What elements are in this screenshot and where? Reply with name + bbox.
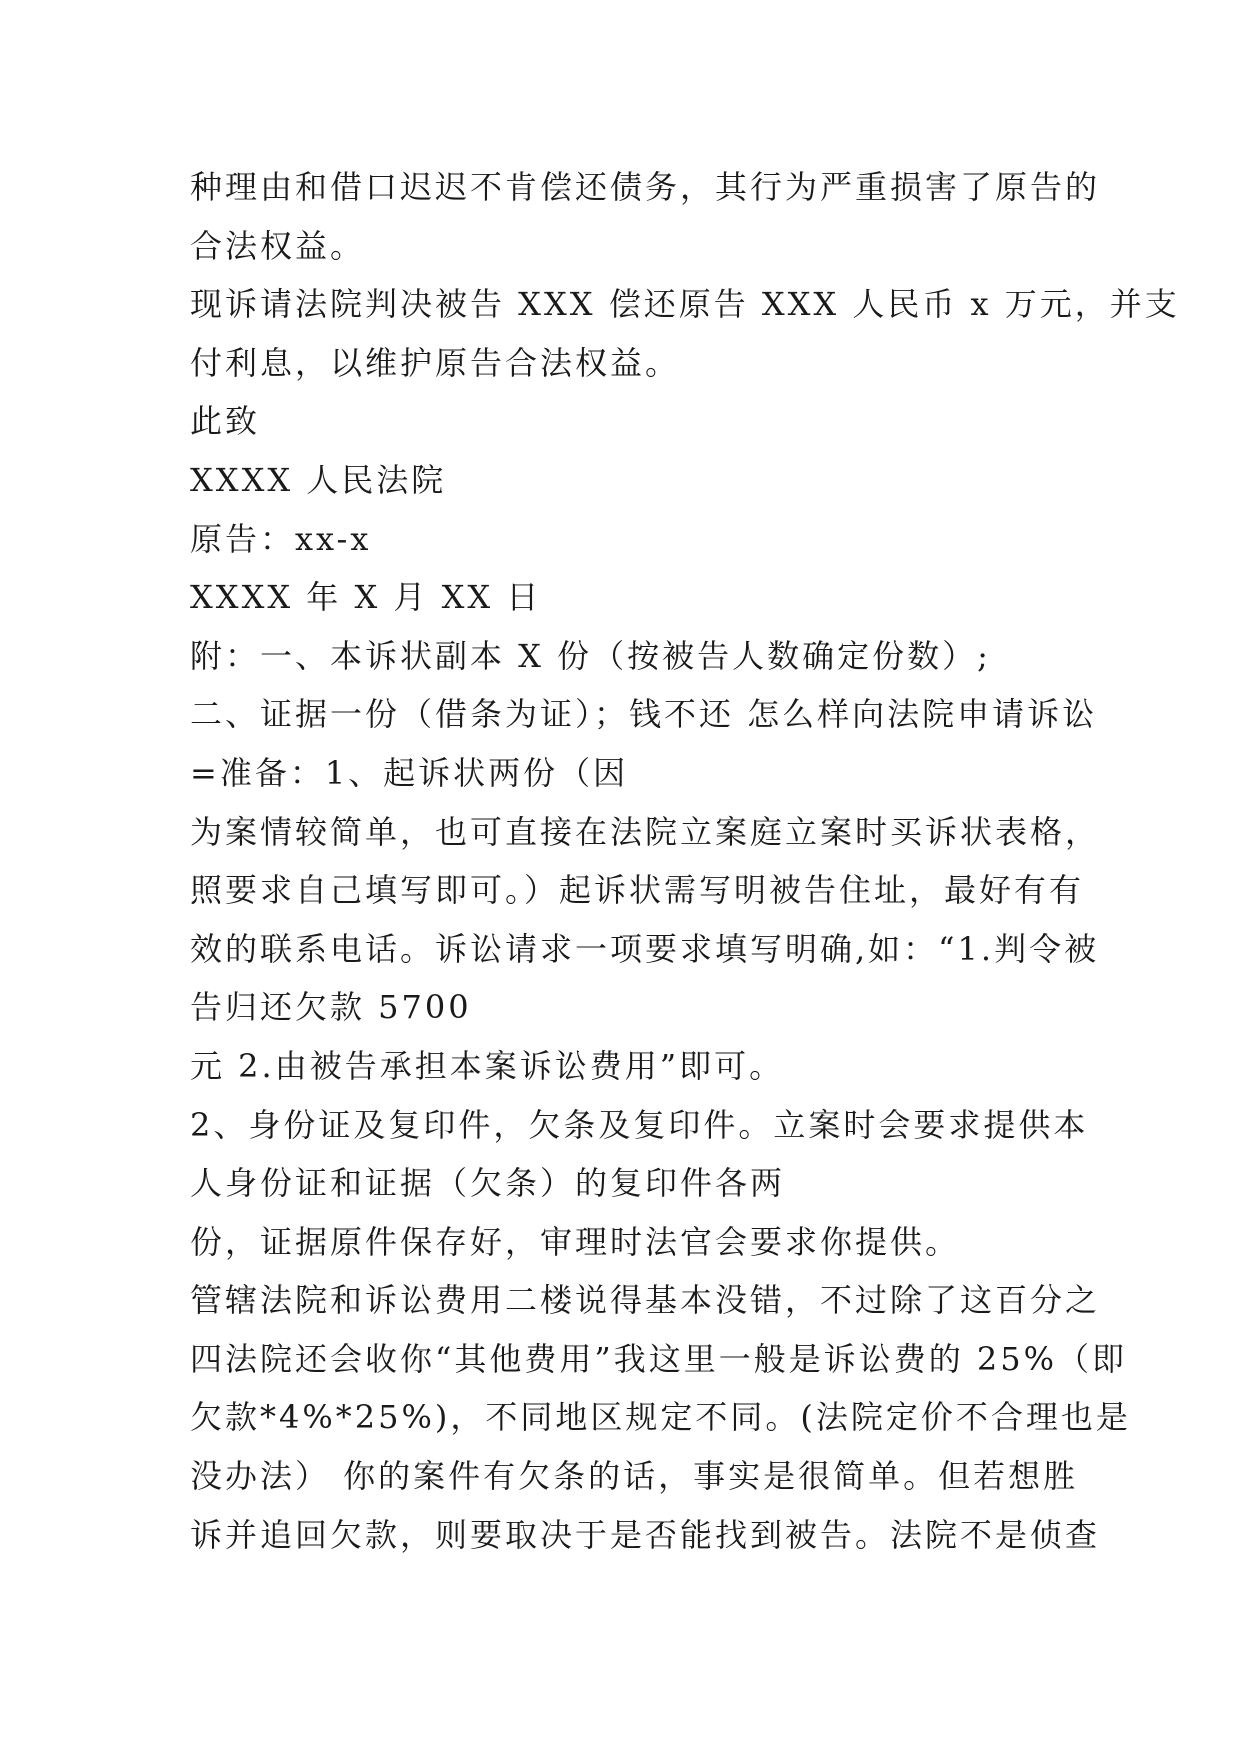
text-line: 管辖法院和诉讼费用二楼说得基本没错，不过除了这百分之 — [190, 1281, 1101, 1320]
text-line: 份，证据原件保存好，审理时法官会要求你提供。 — [190, 1222, 961, 1261]
text-line: 合法权益。 — [190, 226, 366, 265]
text-line: 付利息，以维护原告合法权益。 — [190, 343, 681, 382]
document-body — [190, 158, 1180, 1564]
text-line: 没办法） 你的案件有欠条的话，事实是很简单。但若想胜 — [190, 1457, 1079, 1496]
plaintiff-line: 原告：xx-x — [190, 519, 372, 558]
text-line: 照要求自己填写即可。）起诉状需写明被告住址，最好有有 — [190, 871, 1085, 910]
text-line: 诉并追回欠款，则要取决于是否能找到被告。法院不是侦查 — [190, 1515, 1101, 1554]
court-name-line: XXXX 人民法院 — [190, 460, 447, 499]
date-line: XXXX 年 X 月 XX 日 — [190, 578, 542, 617]
text-line: 告归还欠款 5700 — [190, 988, 472, 1027]
attachment-line: 附：一、本诉状副本 X 份（按被告人数确定份数）; — [190, 636, 991, 675]
text-line: 种理由和借口迟迟不肯偿还债务，其行为严重损害了原告的 — [190, 168, 1101, 206]
text-line: 人身份证和证据（欠条）的复印件各两 — [190, 1164, 786, 1203]
text-line: =准备：1、起诉状两份（因 — [190, 753, 629, 792]
text-line: 效的联系电话。诉讼请求一项要求填写明确,如：“1.判令被 — [190, 929, 1100, 968]
text-line: 为案情较简单，也可直接在法院立案庭立案时买诉状表格， — [190, 812, 1101, 851]
text-line: 四法院还会收你“其他费用”我这里一般是诉讼费的 25%（即 — [190, 1339, 1128, 1378]
salutation-line: 此致 — [190, 402, 261, 441]
text-line: 现诉请法院判决被告 XXX 偿还原告 XXX 人民币 x 万元，并支 — [190, 285, 1180, 324]
text-line: 元 2.由被告承担本案诉讼费用”即可。 — [190, 1046, 785, 1085]
text-line: 欠款*4%*25%)，不同地区规定不同。(法院定价不合理也是 — [190, 1398, 1131, 1437]
text-line: 2、身份证及复印件，欠条及复印件。立案时会要求提供本 — [190, 1105, 1089, 1144]
text-line: 二、证据一份（借条为证）；钱不还 怎么样向法院申请诉讼 — [190, 695, 1098, 734]
